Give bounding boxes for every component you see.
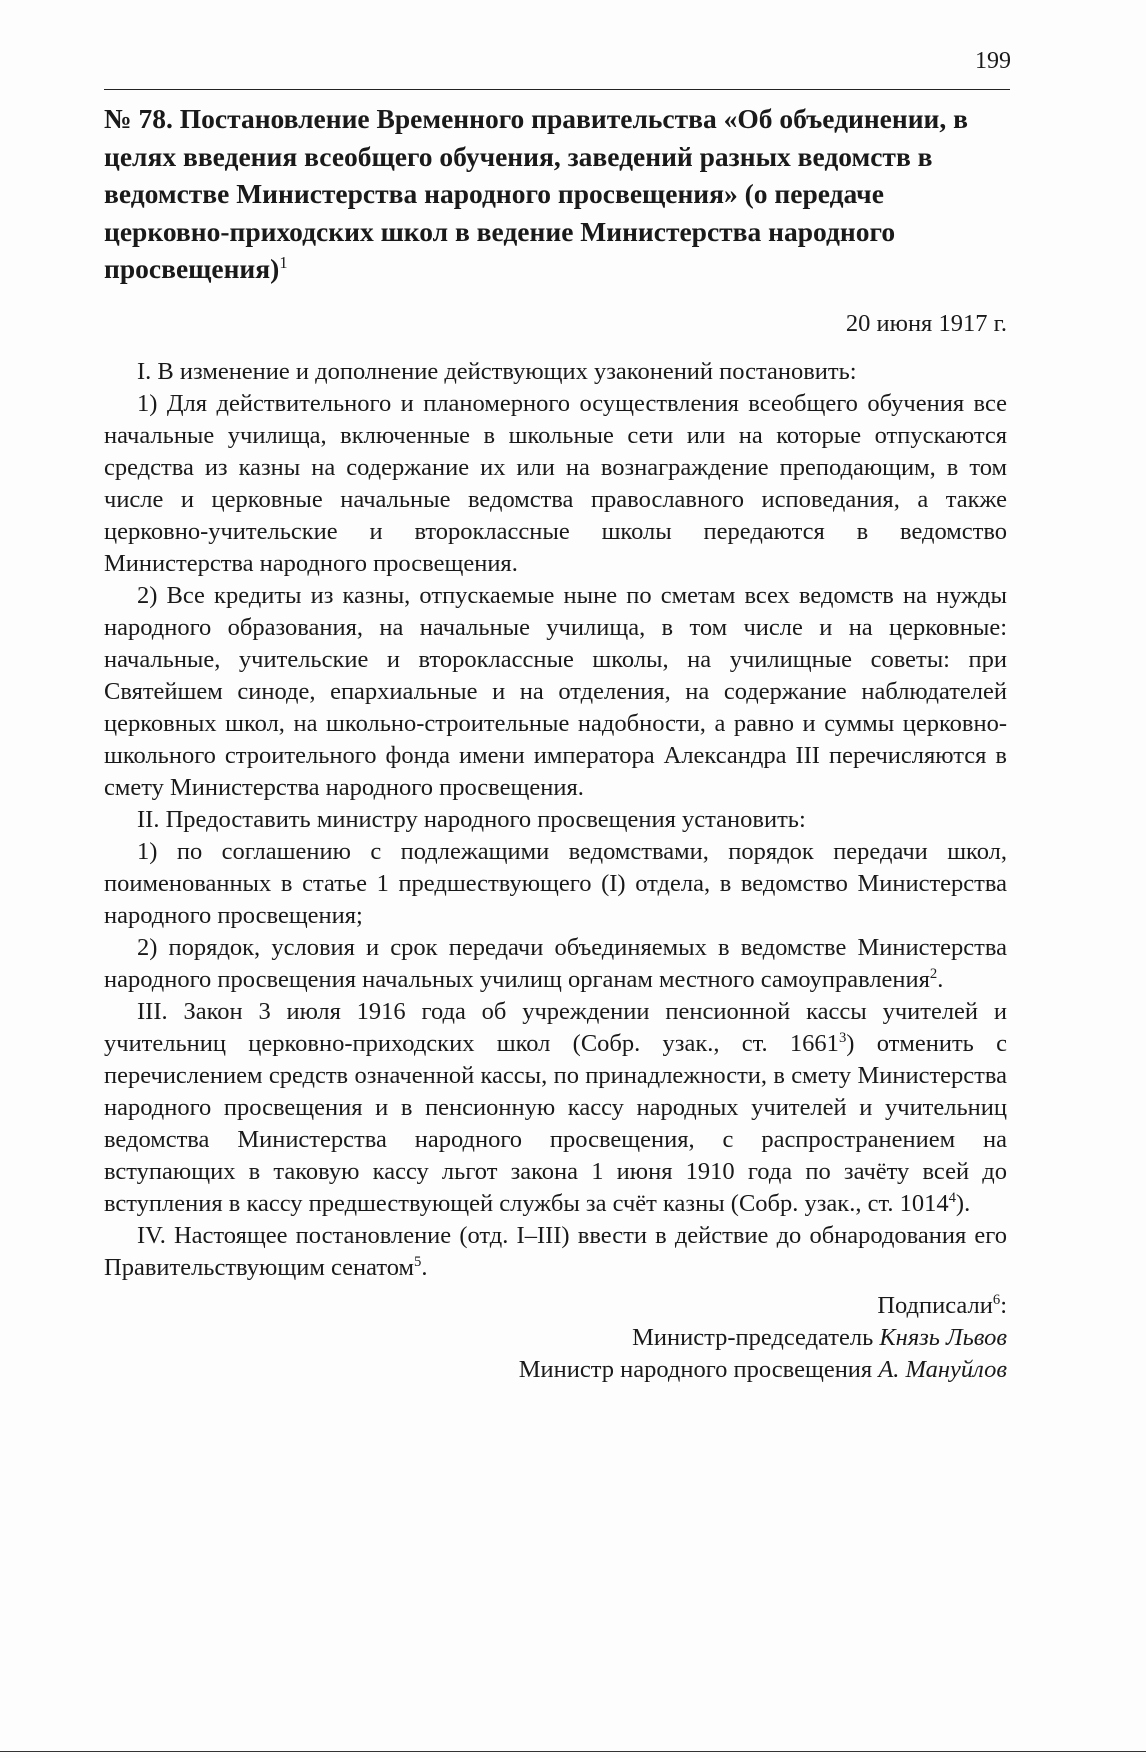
paragraph-text: II. Предоставить министру народного просвещения установить:: [137, 805, 806, 833]
paragraph-section-3: [104, 996, 1007, 1220]
paragraph-section-1-item-2: [104, 580, 1007, 804]
header-rule: [104, 89, 1010, 90]
signature-line: [104, 1322, 1007, 1354]
paragraph-text: IV. Настоящее постановление (отд. I–III) ввести в действие до обнародования его Правительствующим сенатом: [104, 1221, 1007, 1281]
signatory-position: Министр-председатель: [632, 1323, 874, 1351]
signatures-heading: [104, 1290, 1007, 1322]
paragraph-tail: .: [421, 1253, 428, 1281]
paragraph-section-4: [104, 1220, 1007, 1284]
bottom-edge-line: [0, 1751, 1146, 1752]
paragraph-tail: ) отменить с перечислением средств означенной кассы, по принадлежности, в смету Министерства народного просвещения и в пенсионную кассу народных учителей и учительниц ведомства Министерства народного просвещения, с распространением на вступающих в таковую кассу льгот закона 1 июня 1910 года по зачёту всей до вступления в кассу предшествующей службы за счёт казны (Собр. узак., ст. 1014: [104, 1029, 1007, 1217]
paragraph-text: I. В изменение и дополнение действующих узаконений постановить:: [137, 357, 857, 385]
signatures-block: [104, 1290, 1007, 1386]
paragraph-text: 1) по соглашению с подлежащими ведомствами, порядок передачи школ, поименованных в статье 1 предшествующего (I) отдела, в ведомство Министерства народного просвещения;: [104, 837, 1007, 929]
footnote-ref: 2: [929, 965, 938, 982]
footnote-ref: 5: [414, 1253, 422, 1270]
paragraph-text: 2) Все кредиты из казны, отпускаемые ныне по сметам всех ведомств на нужды народного образования, на начальные училища, в том числе и на церковные: начальные, учительские и второклассные школы, на училищные советы: при Святейшем синоде, епархиальные и на отделения, на содержание наблюдателей церковных школ, на школьно-строительные надобности, а равно и суммы церковно-школьного строительного фонда имени императора Александра III перечисляются в смету Министерства народного просвещения.: [104, 581, 1007, 801]
paragraph-text: 1) Для действительного и планомерного осуществления всеобщего обучения все начальные училища, включенные в школьные сети или на которые отпускаются средства из казны на содержание их или на вознаграждение преподающим, в том числе и церковные начальные ведомства православного исповедания, а также церковно-учительские и второклассные школы передаются в ведомство Министерства народного просвещения.: [104, 389, 1007, 577]
signature-line: [104, 1354, 1007, 1386]
footnote-ref: 4: [948, 1189, 956, 1206]
paragraph-tail: ).: [955, 1189, 971, 1217]
paragraph-tail: .: [937, 965, 944, 993]
paragraph-text: III. Закон 3 июля 1916 года об учреждении пенсионной кассы учителей и учительниц церковно-приходских школ (Собр. узак., ст. 1661: [104, 997, 1007, 1057]
footnote-ref: 3: [838, 1029, 847, 1046]
signatory-position: Министр народного просвещения: [518, 1355, 873, 1383]
paragraph-section-2-item-1: [104, 836, 1007, 932]
document-date: 20 июня 1917 г.: [845, 309, 1007, 337]
paragraph-section-1-item-1: [104, 388, 1007, 580]
signatures-heading-text: Подписали: [877, 1291, 993, 1319]
document-content: [104, 100, 1007, 1386]
document-title-text: № 78. Постановление Временного правительства «Об объединении, в целях введения всеобщего обучения, заведений разных ведомств в ведомстве Министерства народного просвещения» (о передаче церковно-приходских школ в ведение Министерства народного просвещения): [104, 103, 969, 284]
paragraph-section-2: [104, 804, 1007, 836]
signatory-name: А. Мануйлов: [878, 1355, 1007, 1383]
document-title: [104, 100, 1007, 288]
footnote-ref: 6: [992, 1291, 1001, 1308]
signatures-heading-tail: :: [1000, 1291, 1007, 1319]
paragraph-text: 2) порядок, условия и срок передачи объединяемых в ведомстве Министерства народного просвещения начальных училищ органам местного самоуправления: [104, 933, 1007, 993]
page-number: 199: [975, 48, 1011, 74]
paragraph-section-1: [104, 356, 1007, 388]
signatory-name: Князь Львов: [879, 1323, 1007, 1351]
document-body: [104, 356, 1007, 1284]
footnote-ref: 1: [279, 252, 288, 272]
paragraph-section-2-item-2: [104, 932, 1007, 996]
